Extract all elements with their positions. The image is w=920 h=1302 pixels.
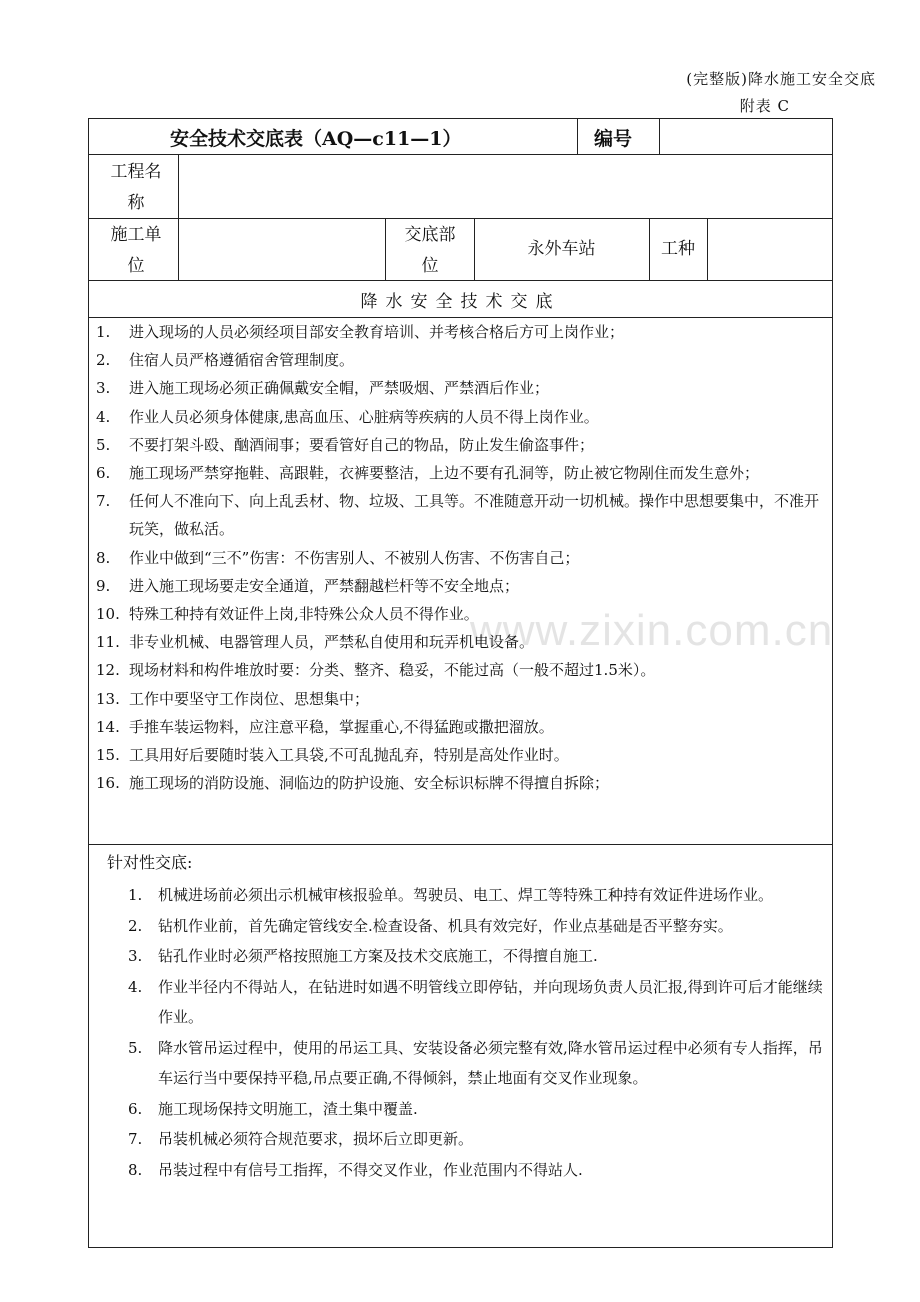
list-item <box>128 880 828 911</box>
col-divider <box>659 118 660 154</box>
list-item <box>128 1033 828 1094</box>
list-item <box>96 346 828 374</box>
item-number: 1. <box>96 323 111 341</box>
list-item <box>96 741 828 769</box>
item-number: 1. <box>128 886 143 904</box>
document-title-header: (完整版)降水施工安全交底 <box>686 70 876 88</box>
list-item <box>96 685 828 713</box>
item-number: 14. <box>96 717 120 736</box>
watermark: www.zixin.com.cn <box>470 606 834 655</box>
item-text: 施工现场保持文明施工，渣土集中覆盖. <box>158 1099 418 1118</box>
row-divider <box>88 844 833 845</box>
work-type-label: 工种 <box>661 239 695 259</box>
item-text: 降水管吊运过程中，使用的吊运工具、安装设备必须完整有效,降水管吊运过程中必须有专人指挥，吊车运行当中要保持平稳,吊点要正确,不得倾斜，禁止地面有交叉作业现象。 <box>158 1038 823 1087</box>
number-label: 编号 <box>594 128 633 150</box>
row-divider <box>88 218 833 219</box>
item-number: 9. <box>96 576 111 595</box>
list-item <box>96 374 828 402</box>
item-number: 12. <box>96 661 120 680</box>
list-item <box>96 459 828 487</box>
list-item <box>96 572 828 600</box>
item-text: 住宿人员严格遵循宿舍管理制度。 <box>129 351 355 370</box>
item-number: 3. <box>96 379 111 398</box>
item-text: 吊装机械必须符合规范要求，损坏后立即更新。 <box>158 1130 474 1148</box>
attachment-label: 附表 C <box>739 97 790 115</box>
item-text: 机械进场前必须出示机械审核报验单。驾驶员、电工、焊工等特殊工种持有效证件进场作业。 <box>158 886 774 904</box>
list-item <box>96 318 828 346</box>
list-item <box>96 487 828 543</box>
project-name-label: 工程名 称 <box>110 162 162 213</box>
list-item <box>96 628 828 656</box>
specific-handover-title: 针对性交底: <box>107 853 193 872</box>
item-number: 13. <box>96 689 120 708</box>
item-text: 作业人员必须身体健康,患高血压、心脏病等疾病的人员不得上岗作业。 <box>129 407 599 426</box>
list-item <box>128 1155 828 1186</box>
col-divider <box>707 218 708 280</box>
form-title: 安全技术交底表（AQ—c11—1） <box>170 128 462 150</box>
list-item <box>96 769 828 797</box>
specific-rules-list <box>128 880 828 1185</box>
item-number: 5. <box>128 1038 143 1057</box>
section-title: 降水安全技术交底 <box>360 292 561 312</box>
item-number: 2. <box>96 351 111 370</box>
item-text: 现场材料和构件堆放时要：分类、整齐、稳妥，不能过高（一般不超过1.5米）。 <box>129 661 656 680</box>
list-item <box>96 656 828 684</box>
item-text: 进入施工现场要走安全通道，严禁翻越栏杆等不安全地点； <box>129 576 520 595</box>
item-text: 进入施工现场必须正确佩戴安全帽，严禁吸烟、严禁酒后作业； <box>129 379 550 398</box>
item-number: 7. <box>128 1130 143 1148</box>
item-text: 钻孔作业时必须严格按照施工方案及技术交底施工，不得擅自施工. <box>158 947 598 965</box>
col-divider <box>385 218 386 280</box>
list-item <box>96 431 828 459</box>
item-text: 作业半径内不得站人，在钻进时如遇不明管线立即停钻，并向现场负责人员汇报,得到许可后才能继续作业。 <box>158 977 823 1026</box>
handover-part-value: 永外车站 <box>527 239 596 259</box>
list-item <box>96 600 828 628</box>
item-text: 吊装过程中有信号工指挥，不得交叉作业，作业范围内不得站人. <box>158 1160 583 1179</box>
item-text: 手推车装运物料，应注意平稳，掌握重心,不得猛跑或撒把溜放。 <box>129 717 554 736</box>
item-number: 8. <box>96 548 111 567</box>
item-text: 施工现场的消防设施、洞临边的防护设施、安全标识标牌不得擅自拆除； <box>129 774 610 793</box>
list-item <box>128 941 828 972</box>
item-text: 特殊工种持有效证件上岗,非特殊公众人员不得作业。 <box>129 605 479 624</box>
item-number: 5. <box>96 435 111 454</box>
item-text: 非专业机械、电器管理人员，严禁私自使用和玩弄机电设备。 <box>129 633 535 652</box>
item-number: 6. <box>128 1099 143 1118</box>
col-divider <box>178 154 179 280</box>
item-text: 不要打架斗殴、酗酒闹事；要看管好自己的物品，防止发生偷盗事件； <box>129 435 595 454</box>
item-text: 进入现场的人员必须经项目部安全教育培训、并考核合格后方可上岗作业； <box>129 323 625 341</box>
item-number: 3. <box>128 947 143 965</box>
construction-unit-label: 施工单 位 <box>110 225 162 276</box>
item-text: 施工现场严禁穿拖鞋、高跟鞋，衣裤要整洁，上边不要有孔洞等，防止被它物剐住而发生意外； <box>129 464 760 483</box>
item-number: 4. <box>128 977 143 996</box>
item-number: 15. <box>96 746 120 765</box>
item-number: 8. <box>128 1160 143 1179</box>
item-text: 任何人不准向下、向上乱丢材、物、垃圾、工具等。不准随意开动一切机械。操作中思想要集中，不准开玩笑，做私活。 <box>129 492 820 539</box>
list-item <box>96 713 828 741</box>
item-text: 工具用好后要随时装入工具袋,不可乱抛乱弃，特别是高处作业时。 <box>129 746 569 765</box>
item-text: 钻机作业前，首先确定管线安全.检查设备、机具有效完好，作业点基础是否平整夯实。 <box>158 916 733 935</box>
list-item <box>96 544 828 572</box>
item-text: 工作中要坚守工作岗位、思想集中； <box>129 689 370 708</box>
list-item <box>96 403 828 431</box>
list-item <box>128 1094 828 1125</box>
handover-part-label: 交底部 位 <box>404 225 456 276</box>
item-number: 10. <box>96 605 120 624</box>
list-item <box>128 1124 828 1155</box>
general-rules-list <box>96 318 828 797</box>
item-text: 作业中做到“三不”伤害：不伤害别人、不被别人伤害、不伤害自己； <box>129 548 580 567</box>
list-item <box>128 911 828 942</box>
col-divider <box>577 118 578 154</box>
item-number: 2. <box>128 916 143 935</box>
item-number: 7. <box>96 492 111 511</box>
item-number: 6. <box>96 464 111 483</box>
item-number: 4. <box>96 407 111 426</box>
list-item <box>128 972 828 1033</box>
item-number: 16. <box>96 774 120 793</box>
item-number: 11. <box>96 633 120 652</box>
